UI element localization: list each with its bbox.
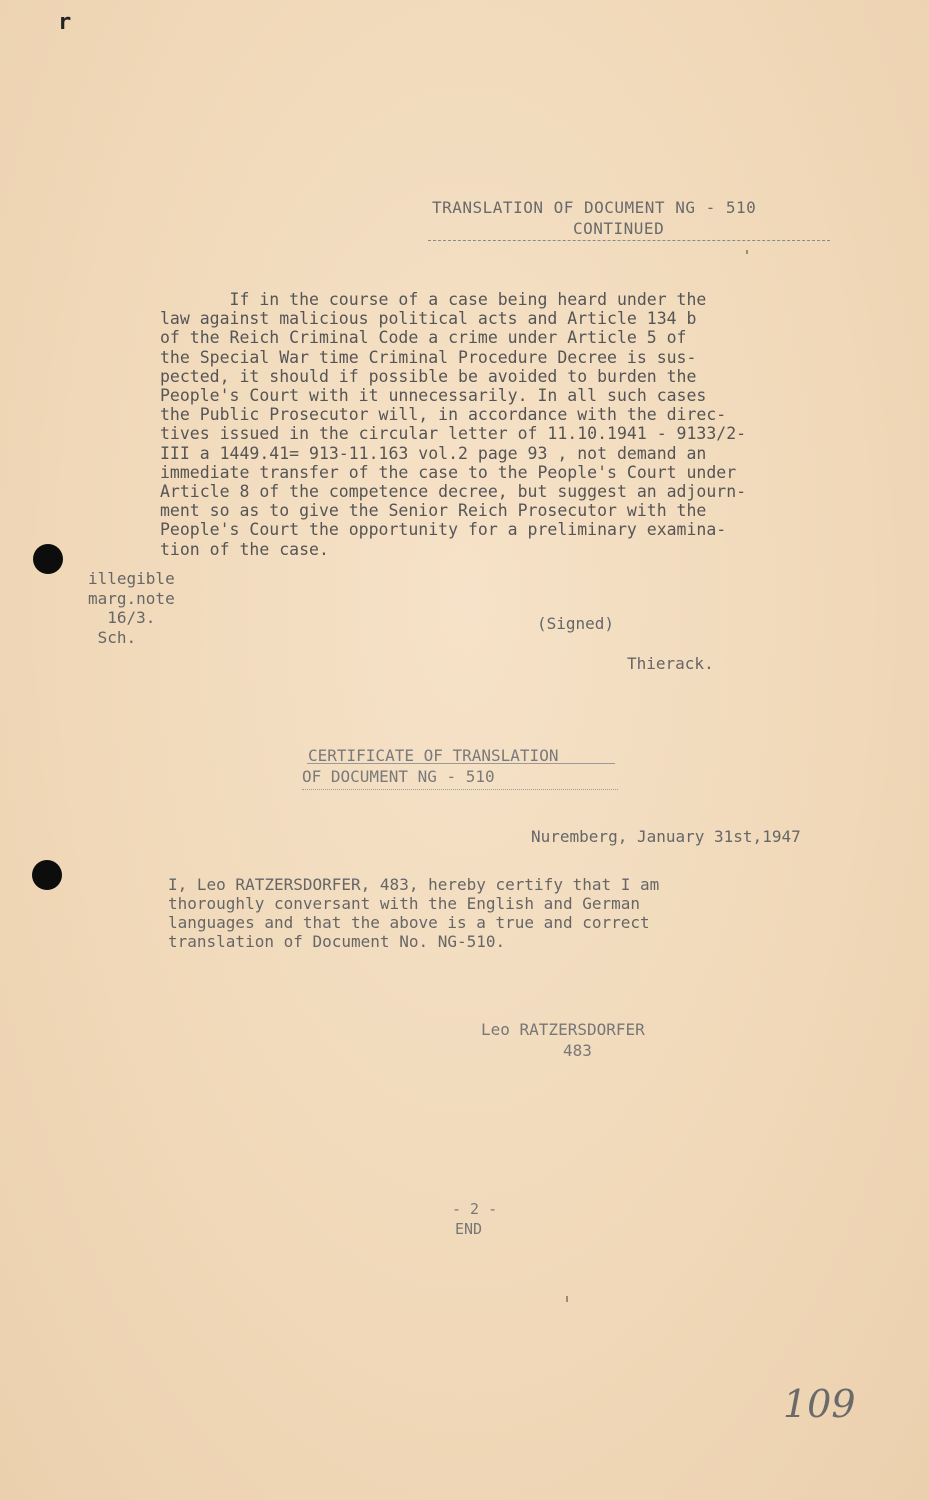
certificate-date: Nuremberg, January 31st,1947 — [531, 827, 801, 846]
document-header-continued: CONTINUED — [573, 219, 665, 238]
top-margin-mark: r — [58, 10, 72, 35]
certificate-title-line2: OF DOCUMENT NG - 510 — [302, 767, 495, 786]
certificate-title-rule — [307, 763, 615, 764]
margin-note: illegible marg.note 16/3. Sch. — [88, 569, 175, 647]
translator-number: 483 — [563, 1041, 592, 1060]
end-marker: END — [455, 1220, 483, 1238]
handwritten-page-number: 109 — [783, 1382, 856, 1426]
signed-label: (Signed) — [537, 614, 615, 633]
body-paragraph: If in the course of a case being heard under the law against malicious political acts and Article 134 b of the Reich Criminal Code a crime under Article 5 of the Special War time Criminal Procedure Decree is sus- pected, it should if possible be avoided to burden the People's Court with it unnecessarily. In all such cases the Public Prosecutor will, in accordance with the direc- tives issued in the circular letter of 11.10.1941 - 9133/2- III a 1449.41= 913-11.163 vol.2 page 93 , not demand an immediate transfer of the case to the People's Court under Article 8 of the competence decree, but suggest an adjourn- ment so as to give the Senior Reich Prosecutor with the People's Court the opportunity for a preliminary examina- tion of the case. — [160, 290, 747, 559]
header-divider — [428, 240, 830, 241]
signatory-name: Thierack. — [627, 654, 714, 673]
page-number: - 2 - — [452, 1200, 498, 1218]
certificate-text: I, Leo RATZERSDORFER, 483, hereby certify that I am thoroughly conversant with the English and German languages and that the above is a true and correct translation of Document No. NG-510. — [168, 875, 660, 951]
punch-hole-top — [33, 544, 63, 574]
punch-hole-bottom — [32, 860, 62, 890]
translator-signature: Leo RATZERSDORFER — [481, 1020, 645, 1039]
document-header-title: TRANSLATION OF DOCUMENT NG - 510 — [432, 198, 757, 217]
paper-speck — [566, 1296, 568, 1302]
certificate-title-line1: CERTIFICATE OF TRANSLATION — [308, 746, 559, 765]
paper-speck — [746, 250, 748, 254]
certificate-title-underline — [302, 789, 618, 790]
